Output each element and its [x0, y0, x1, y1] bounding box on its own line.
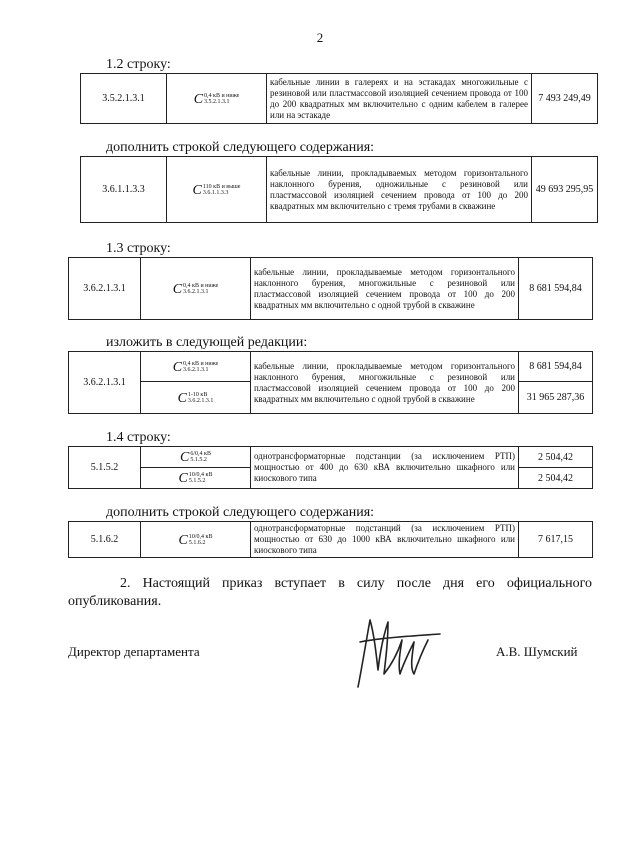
table-5	[68, 446, 593, 489]
description-cell: кабельные линии, прокладываемых методом горизонтального наклонного бурения, одножильные с резиновой или пластмассовой изоляцией сечением провода от 100 до 200 квадратных мм включительно с тремя трубами в скважине	[267, 157, 532, 223]
table-row	[81, 74, 598, 124]
signatory-title: Директор департамента	[68, 644, 200, 659]
symbol-cell: C 0,4 кВ и ниже 3.6.2.1.3.1	[141, 352, 251, 382]
description-cell: кабельные линии, прокладываемые методом горизонтального наклонного бурения, многожильные с резиновой или пластмассовой изоляцией сечением провода от 100 до 200 квадратных мм включительно с одной трубой в скважине	[251, 258, 519, 320]
symbol-cell: C 10/0,4 кВ 5.1.6.2	[141, 522, 251, 558]
symbol-cell: C 0,4 кВ и ниже 3.6.2.1.3.1	[141, 258, 251, 320]
table-row	[69, 522, 593, 558]
section-heading-5: 1.4 строку:	[106, 430, 171, 445]
code-cell: 5.1.5.2	[69, 447, 141, 489]
section-heading-3: 1.3 строку:	[106, 241, 171, 256]
page-number: 2	[316, 30, 324, 45]
symbol-cell: C 1-10 кВ 3.6.2.1.3.1	[141, 382, 251, 414]
code-cell: 5.1.6.2	[69, 522, 141, 558]
price-cell: 49 693 295,95	[532, 157, 598, 223]
handwritten-signature-icon	[340, 612, 450, 692]
price-cell: 2 504,42	[519, 447, 593, 468]
signatory-name: А.В. Шумский	[496, 644, 578, 659]
table-2	[80, 156, 598, 223]
section-heading-2: дополнить строкой следующего содержания:	[106, 140, 375, 155]
table-row	[69, 352, 593, 382]
section-heading-4: изложить в следующей редакции:	[106, 335, 308, 350]
symbol-cell: C 10/0,4 кВ 5.1.5.2	[141, 468, 251, 489]
description-cell: однотрансформаторные подстанции (за исключением РТП) мощностью от 400 до 630 кВА включительно шкафного или киоскового типа	[251, 447, 519, 489]
price-cell: 2 504,42	[519, 468, 593, 489]
table-row	[81, 157, 598, 223]
price-cell: 7 493 249,49	[532, 74, 598, 124]
table-1	[80, 73, 598, 124]
description-cell: однотрансформаторные подстанций (за исключением РТП) мощностью от 630 до 1000 кВА включительно шкафного или киоскового типа	[251, 522, 519, 558]
table-row	[69, 447, 593, 468]
table-4	[68, 351, 593, 414]
symbol-cell: C 6/0,4 кВ 5.1.5.2	[141, 447, 251, 468]
code-cell: 3.6.1.1.3.3	[81, 157, 167, 223]
code-cell: 3.5.2.1.3.1	[81, 74, 167, 124]
description-cell: кабельные линии, прокладываемые методом горизонтального наклонного бурения, многожильные с резиновой или пластмассовой изоляцией сечением провода от 100 до 200 квадратных мм включительно с одной трубой в скважине	[251, 352, 519, 414]
effective-date-paragraph: 2. Настоящий приказ вступает в силу после дня его официального опубликования.	[68, 576, 592, 609]
symbol-cell: C 0,4 кВ и ниже 3.5.2.1.3.1	[167, 74, 267, 124]
table-3	[68, 257, 593, 320]
description-cell: кабельные линии в галереях и на эстакадах многожильные с резиновой или пластмассовой изоляцией сечением провода от 100 до 200 квадратных мм включительно с одним кабелем в галерее или на эстакаде	[267, 74, 532, 124]
table-6	[68, 521, 593, 558]
section-heading-6: дополнить строкой следующего содержания:	[106, 505, 375, 520]
price-cell: 8 681 594,84	[519, 258, 593, 320]
symbol-cell: C 110 кВ и выше 3.6.1.1.3.3	[167, 157, 267, 223]
code-cell: 3.6.2.1.3.1	[69, 258, 141, 320]
price-cell: 8 681 594,84	[519, 352, 593, 382]
price-cell: 31 965 287,36	[519, 382, 593, 414]
code-cell: 3.6.2.1.3.1	[69, 352, 141, 414]
table-row	[69, 258, 593, 320]
price-cell: 7 617,15	[519, 522, 593, 558]
section-heading-1: 1.2 строку:	[106, 57, 171, 72]
